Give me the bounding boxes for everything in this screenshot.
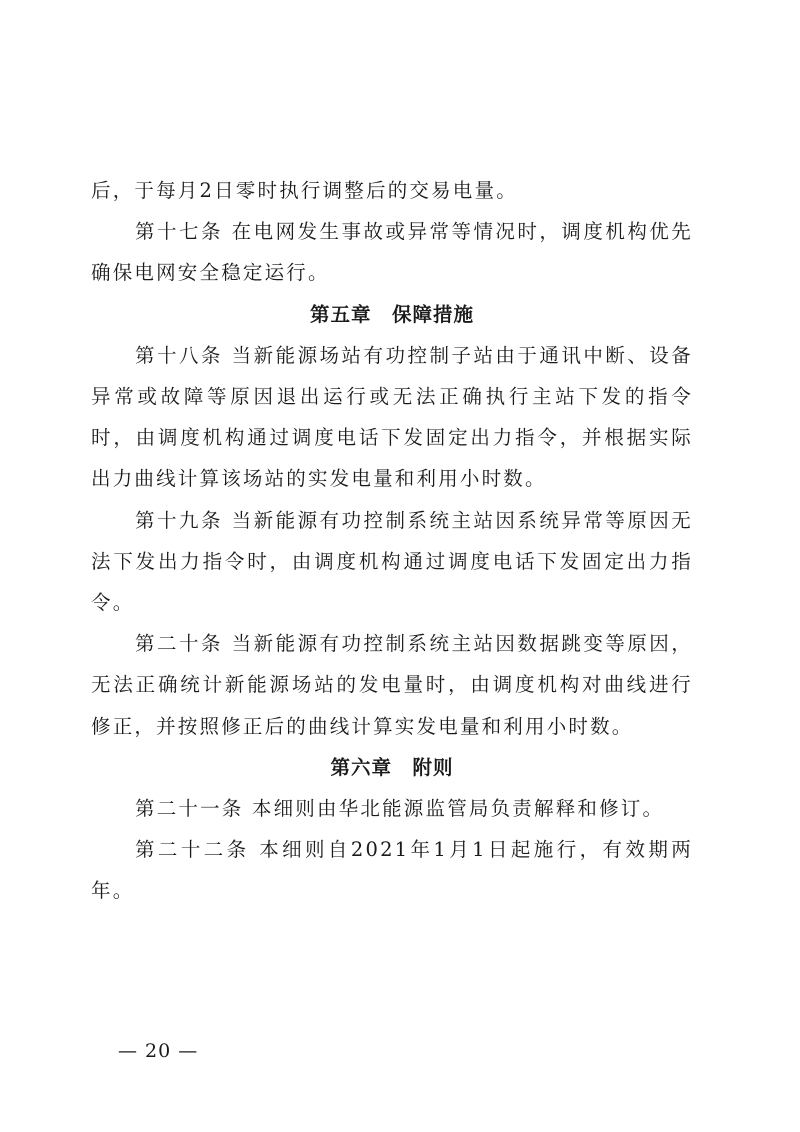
article-22: 第二十二条 本细则自2021年1月1日起施行，有效期两年。: [91, 838, 693, 903]
chapter-6-heading: 第六章 附则: [330, 755, 454, 779]
paragraph-continuation: 后，于每月2日零时执行调整后的交易电量。: [91, 179, 518, 202]
page-number: — 20 —: [118, 1040, 199, 1062]
chapter-5-heading: 第五章 保障措施: [309, 302, 474, 326]
article-21: 第二十一条 本细则由华北能源监管局负责解释和修订。: [135, 797, 665, 821]
article-18: 第十八条 当新能源场站有功控制子站由于通讯中断、设备异常或故障等原因退出运行或无法正确执行主站下发的指令时，由调度机构通过调度电话下发固定出力指令，并根据实际出力曲线计算该场站的实发电量和利用小时数。: [91, 343, 693, 491]
article-19: 第十九条 当新能源有功控制系统主站因系统异常等原因无法下发出力指令时，由调度机构通过调度电话下发固定出力指令。: [91, 508, 693, 615]
article-17: 第十七条 在电网发生事故或异常等情况时，调度机构优先确保电网安全稳定运行。: [91, 220, 693, 285]
document-body: [91, 170, 693, 912]
article-20: 第二十条 当新能源有功控制系统主站因数据跳变等原因，无法正确统计新能源场站的发电量时，由调度机构对曲线进行修正，并按照修正后的曲线计算实发电量和利用小时数。: [91, 632, 693, 738]
